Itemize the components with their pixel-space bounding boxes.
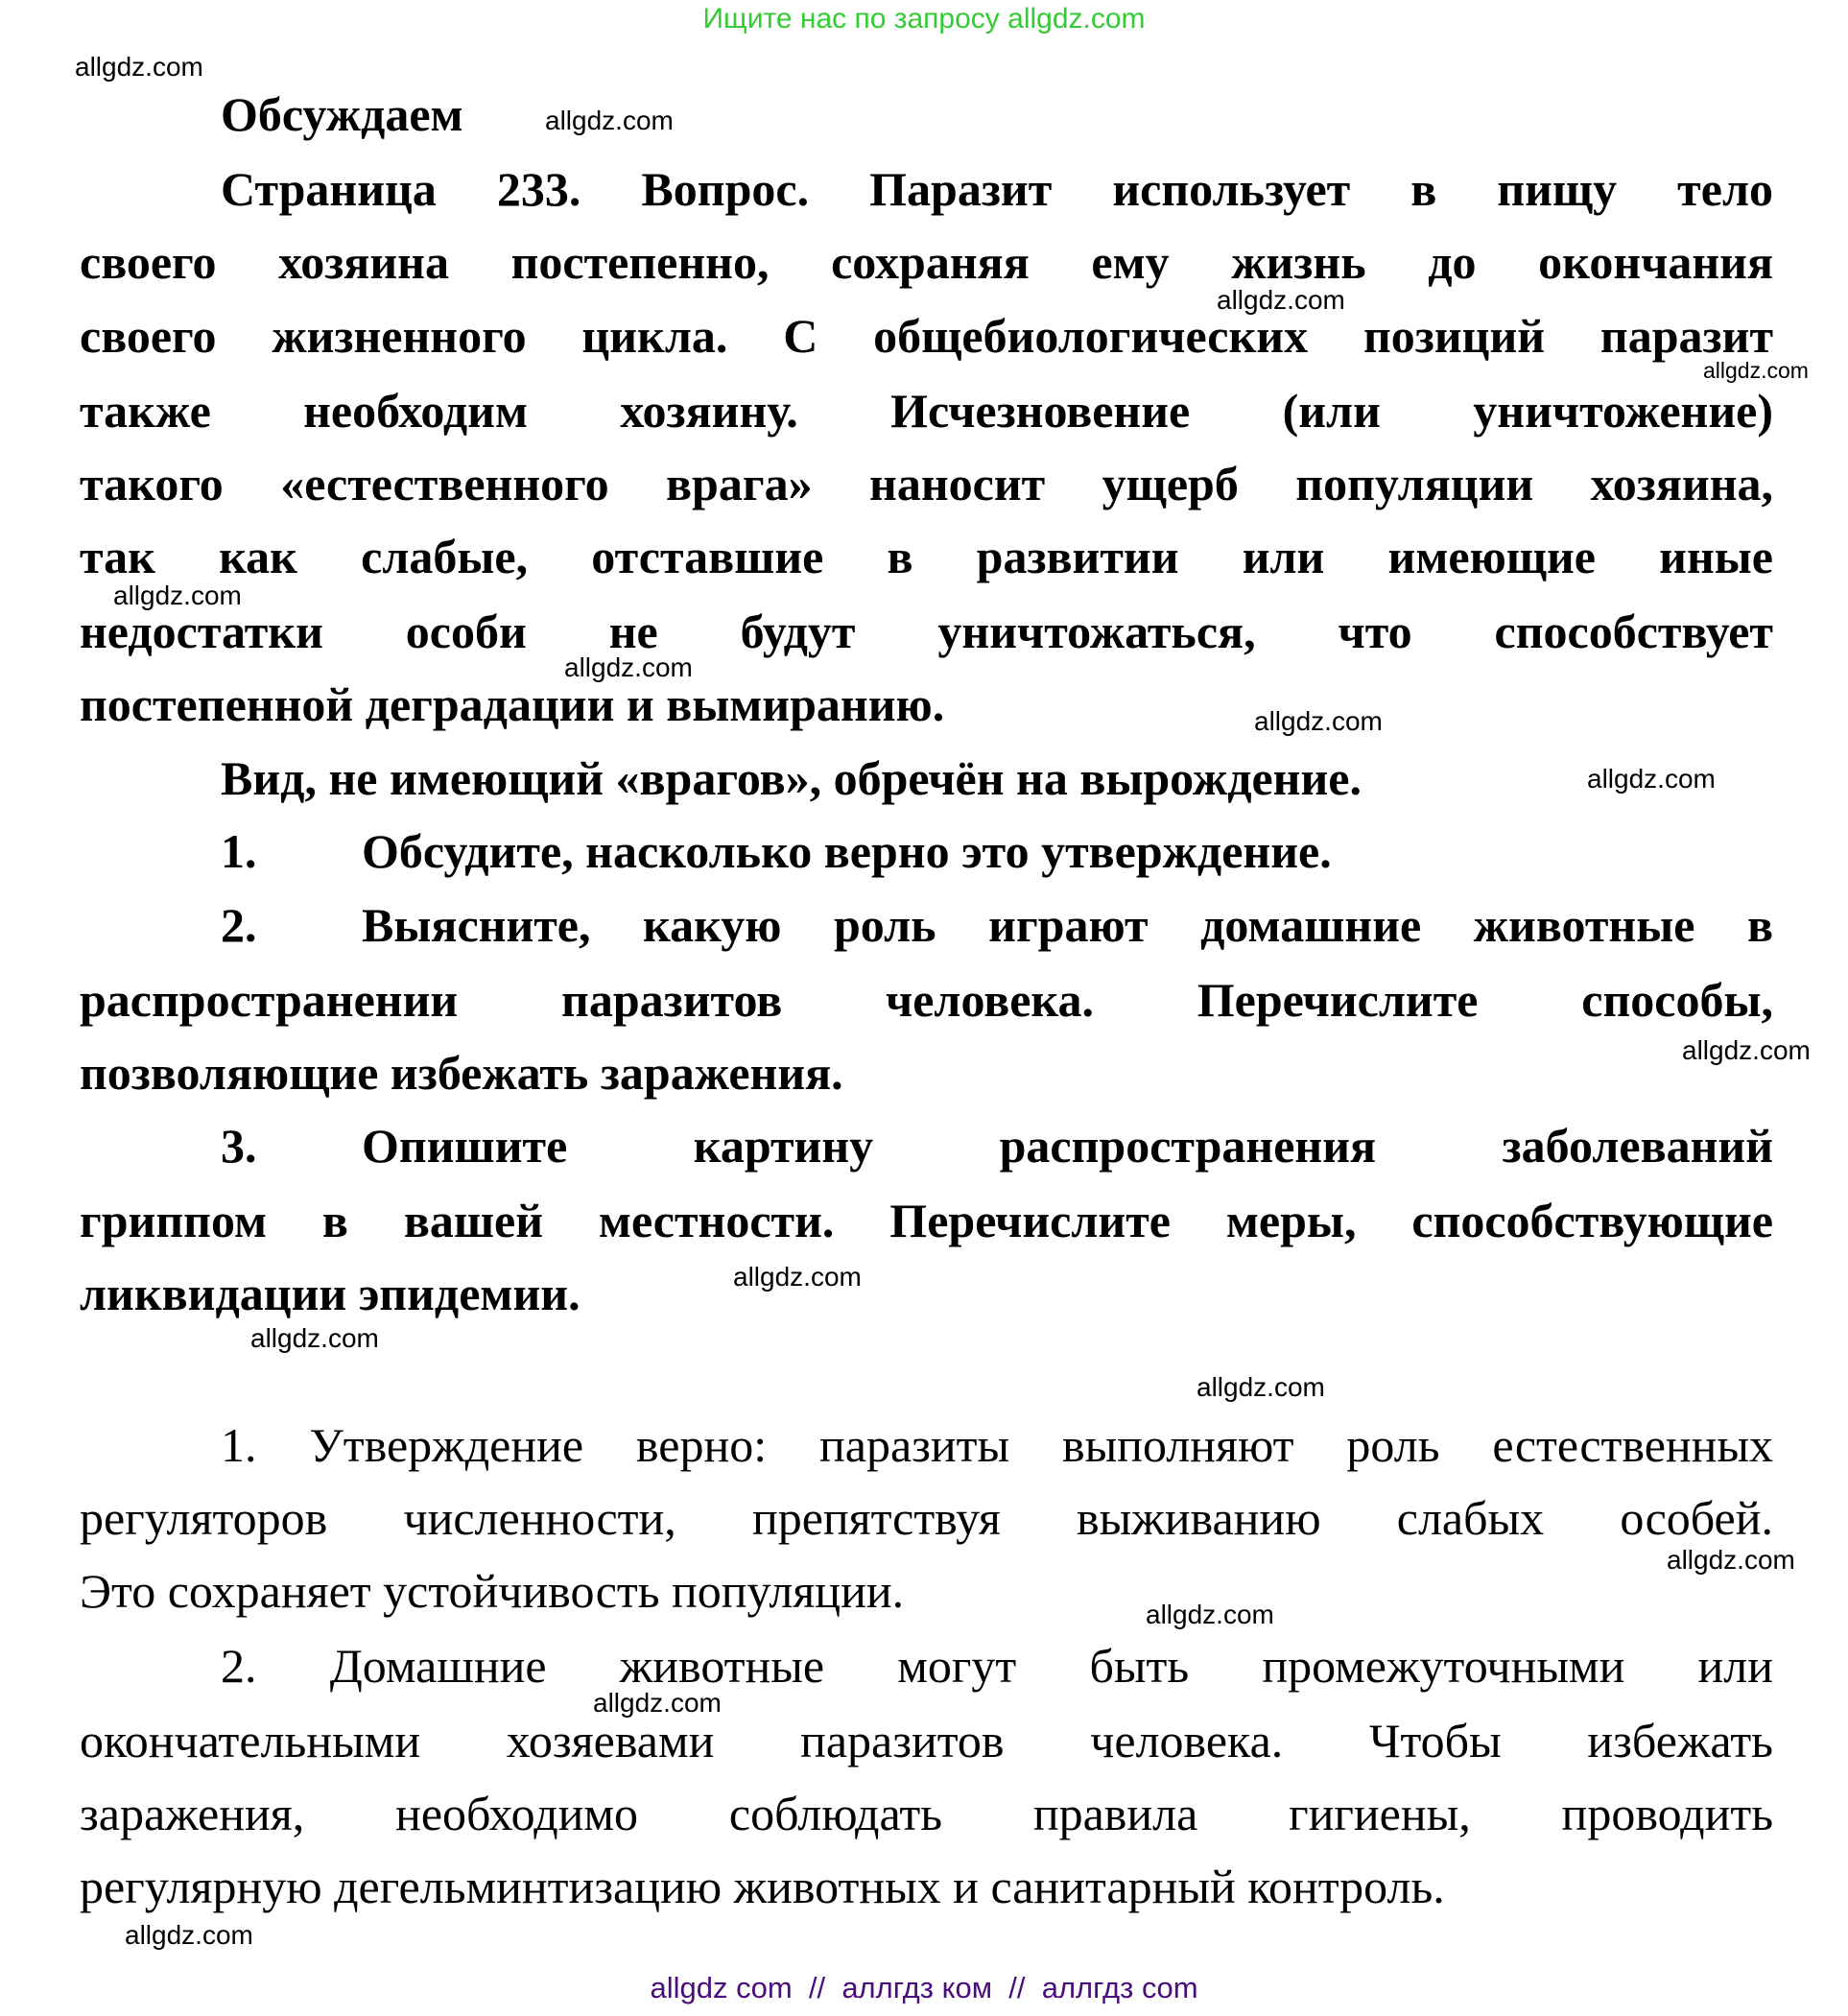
answer-line: заражения, необходимо соблюдать правила гигиены, проводить [80, 1787, 1773, 1840]
watermark: allgdz.com [545, 106, 674, 135]
watermark: allgdz.com [733, 1262, 862, 1292]
question-line: так как слабые, отставшие в развитии или имеющие иные [80, 530, 1773, 583]
search-banner: Ищите нас по запросу allgdz.com [702, 3, 1146, 35]
watermark: allgdz.com [1667, 1545, 1795, 1575]
watermark: allgdz.com [113, 581, 242, 610]
watermark: allgdz.com [1196, 1372, 1325, 1402]
task-line: распространении паразитов человека. Перечислите способы, [80, 973, 1773, 1027]
task-line: позволяющие избежать заражения. [80, 1046, 843, 1100]
watermark: allgdz.com [593, 1688, 722, 1718]
task-line: Выясните, какую роль играют домашние животные в [362, 898, 1773, 952]
task-line: Обсудите, насколько верно это утверждение. [362, 824, 1332, 878]
question-line: своего жизненного цикла. С общебиологических позиций паразит [80, 309, 1773, 363]
statement: Вид, не имеющий «врагов», обречён на вырождение. [221, 751, 1362, 805]
watermark: allgdz.com [250, 1323, 379, 1353]
question-line: такого «естественного врага» наносит ущерб популяции хозяина, [80, 457, 1773, 510]
answer-line: Это сохраняет устойчивость популяции. [80, 1564, 905, 1618]
watermark: allgdz.com [1146, 1600, 1274, 1629]
watermark: allgdz.com [1217, 285, 1345, 315]
watermark: allgdz.com [75, 52, 203, 82]
watermark: allgdz.com [564, 652, 693, 682]
answer-line: окончательными хозяевами паразитов человека. Чтобы избежать [80, 1714, 1773, 1767]
question-line: недостатки особи не будут уничтожаться, что способствует [80, 605, 1773, 658]
question-line: Страница 233. Вопрос. Паразит использует в пищу тело [221, 162, 1773, 216]
watermark: allgdz.com [1254, 706, 1383, 736]
section-heading: Обсуждаем [221, 87, 463, 141]
answer-line: регулярную дегельминтизацию животных и санитарный контроль. [80, 1860, 1445, 1913]
task-line: гриппом в вашей местности. Перечислите меры, способствующие [80, 1194, 1773, 1247]
question-line: своего хозяина постепенно, сохраняя ему жизнь до окончания [80, 235, 1773, 289]
task-number: 1. [221, 824, 257, 878]
task-line: ликвидации эпидемии. [80, 1267, 580, 1320]
watermark: allgdz.com [1703, 358, 1809, 383]
answer-line: регуляторов численности, препятствуя выживанию слабых особей. [80, 1491, 1773, 1545]
watermark: allgdz.com [1682, 1035, 1811, 1065]
footer-links: allgdz com // аллгдз ком // аллгдз com [650, 1971, 1198, 2004]
watermark: allgdz.com [125, 1920, 253, 1950]
task-line: Опишите картину распространения заболеваний [362, 1119, 1773, 1173]
watermark: allgdz.com [1587, 764, 1716, 794]
answer-line: 2. Домашние животные могут быть промежуточными или [221, 1639, 1773, 1693]
task-number: 2. [221, 898, 257, 952]
question-line: постепенной деградации и вымиранию. [80, 677, 945, 731]
answer-line: 1. Утверждение верно: паразиты выполняют роль естественных [221, 1418, 1773, 1472]
task-number: 3. [221, 1119, 257, 1173]
question-line: также необходим хозяину. Исчезновение (или уничтожение) [80, 384, 1773, 438]
